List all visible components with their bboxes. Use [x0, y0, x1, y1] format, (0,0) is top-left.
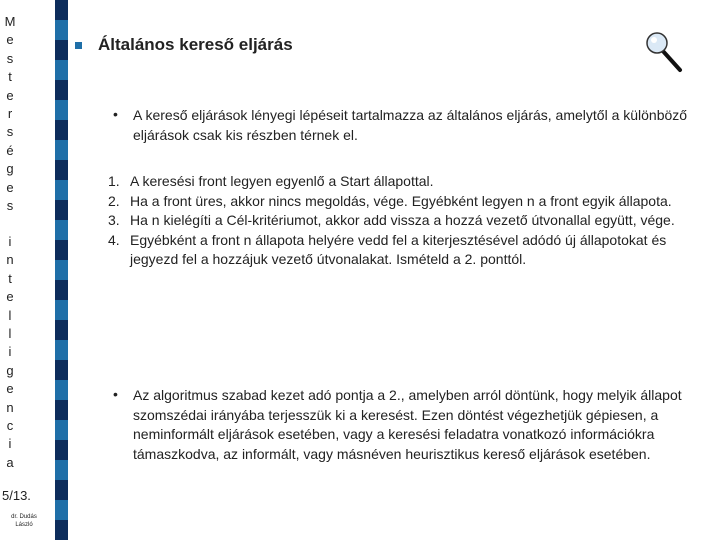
strip-segment — [55, 460, 68, 480]
slide-number: 5/13. — [2, 488, 31, 503]
strip-segment — [55, 140, 68, 160]
author — [2, 513, 46, 529]
strip-segment — [55, 480, 68, 500]
intelligencia-letter: i — [8, 234, 12, 249]
author-line-2: László — [15, 522, 33, 528]
strip-segment — [55, 120, 68, 140]
bullet-2-mark: • — [113, 386, 118, 402]
strip-segment — [55, 420, 68, 440]
strip-segment — [55, 240, 68, 260]
strip-segment — [55, 160, 68, 180]
step-number: 3. — [108, 212, 120, 228]
mesterseges-letter: e — [6, 179, 14, 195]
intelligencia-letter: i — [8, 436, 12, 452]
mesterseges-letter: g — [6, 161, 14, 177]
steps-list — [108, 172, 708, 270]
strip-segment — [55, 220, 68, 240]
step-number: 2. — [108, 192, 120, 209]
vertical-word-intelligencia — [0, 233, 20, 472]
intelligencia-letter: l — [8, 307, 12, 323]
intelligencia-letter: i — [8, 344, 12, 360]
bullet-2-text: Az algoritmus szabad kezet adó pontja a 2., amelyben arról döntünk, hogy melyik állapot szomszédai irányába terjesszük ki a keresést. Ezen döntést végezhetjük gépiesen, a neminformált eljárások esetében, vagy a keresési feladatra vonatkozó információkra támaszkodva, az informált, vagy másnéven heurisztikus kereső eljárások esetében. — [133, 387, 682, 462]
mesterseges-letter: t — [8, 69, 12, 85]
strip-segment — [55, 80, 68, 100]
mesterseges-letter: é — [6, 142, 14, 158]
mesterseges-letter: s — [6, 198, 14, 214]
step-text: Ha a front üres, akkor nincs megoldás, vége. Egyébként legyen n a front egyik állapota. — [130, 192, 672, 209]
slide-title: Általános kereső eljárás — [98, 35, 293, 54]
intelligencia-letter: a — [6, 454, 14, 470]
strip-segment — [55, 20, 68, 40]
step-number: 4. — [108, 231, 120, 248]
strip-segment — [55, 180, 68, 200]
list-item — [108, 211, 708, 231]
title-bullet — [75, 42, 82, 49]
mesterseges-letter: s — [6, 124, 14, 140]
mesterseges-letter: e — [6, 87, 14, 103]
strip-segment — [55, 40, 68, 60]
list-item — [108, 231, 708, 270]
vertical-word-mesterseges — [0, 13, 20, 215]
step-text: Ha n kielégíti a Cél-kritériumot, akkor add vissza a hozzá vezető útvonallal együtt, vége. — [130, 212, 675, 228]
strip-segment — [55, 520, 68, 540]
intelligencia-letter: c — [6, 418, 14, 434]
strip-segment — [55, 380, 68, 400]
strip-segment — [55, 360, 68, 380]
strip-segment — [55, 200, 68, 220]
intelligencia-letter: g — [6, 362, 14, 378]
bullet-1-mark: • — [113, 106, 118, 122]
mesterseges-letter: r — [7, 106, 13, 122]
strip-segment — [55, 260, 68, 280]
bullet-1-text: A kereső eljárások lényegi lépéseit tartalmazza az általános eljárás, amelytől a különböző eljárások csak kis részben térnek el. — [133, 107, 688, 143]
decorative-color-strip — [55, 0, 68, 540]
intelligencia-letter: e — [6, 289, 14, 305]
strip-segment — [55, 440, 68, 460]
strip-segment — [55, 340, 68, 360]
strip-segment — [55, 500, 68, 520]
intelligencia-letter: n — [6, 252, 14, 268]
step-text: A keresési front legyen egyenlő a Start állapottal. — [130, 173, 434, 189]
intelligencia-letter: n — [6, 399, 14, 415]
strip-segment — [55, 0, 68, 20]
mesterseges-letter: M — [4, 14, 16, 29]
magnifier-icon — [640, 30, 690, 74]
mesterseges-letter: e — [6, 32, 14, 48]
strip-segment — [55, 100, 68, 120]
mesterseges-letter: s — [6, 50, 14, 66]
strip-segment — [55, 280, 68, 300]
strip-segment — [55, 300, 68, 320]
strip-segment — [55, 400, 68, 420]
intelligencia-letter: l — [8, 326, 12, 342]
author-line-1: dr. Dudás — [11, 514, 37, 520]
step-text: Egyébként a front n állapota helyére vedd fel a kiterjesztésével adódó új állapotokat és jegyezd fel a hozzájuk vezető útvonalakat. Ismételd a 2. ponttól. — [130, 231, 667, 267]
intelligencia-letter: t — [8, 270, 12, 286]
list-item — [108, 172, 708, 192]
list-item — [108, 192, 708, 212]
strip-segment — [55, 60, 68, 80]
step-number: 1. — [108, 173, 120, 189]
intelligencia-letter: e — [6, 381, 14, 397]
strip-segment — [55, 320, 68, 340]
